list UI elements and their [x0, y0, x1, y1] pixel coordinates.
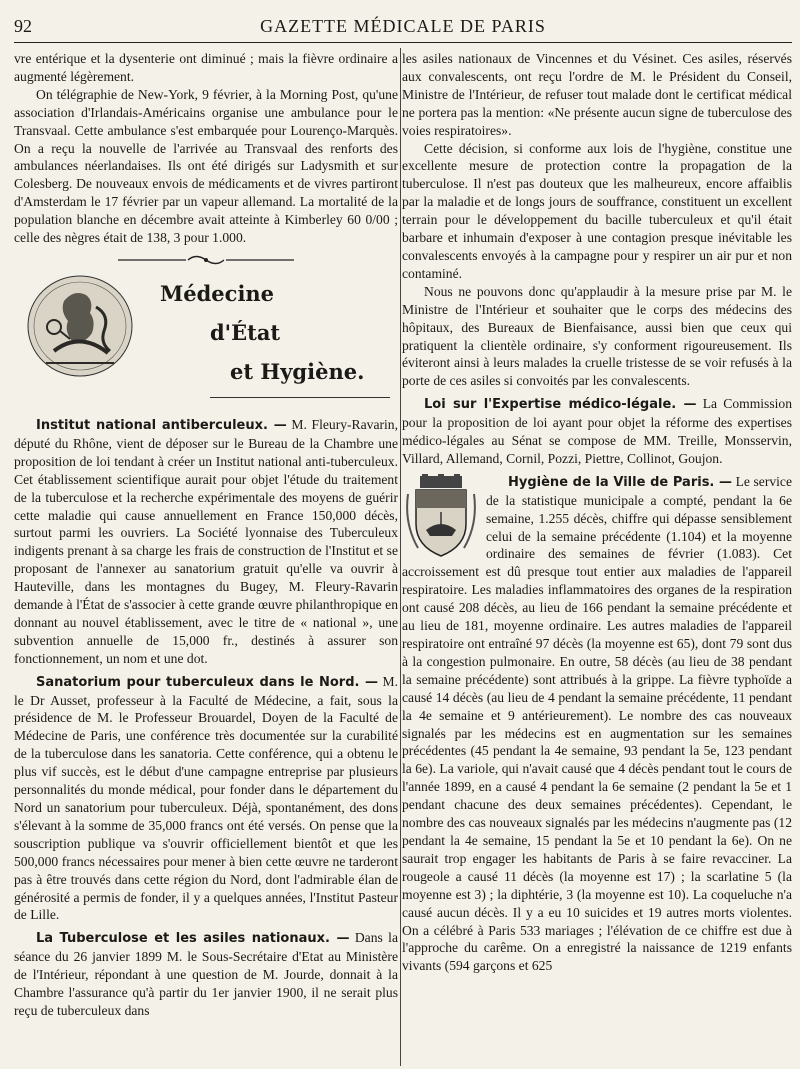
article-nord: [14, 673, 398, 925]
heading-hygiene: Hygiène de la Ville de Paris. —: [508, 474, 733, 490]
paris-coat-of-arms-icon: [404, 474, 478, 558]
article-institut: [14, 416, 398, 668]
ornament-divider: [14, 253, 398, 267]
heading-institut: Institut national antiberculeux. —: [36, 417, 287, 433]
hygiene-emblem-icon: [24, 271, 136, 381]
section-underline: [210, 397, 390, 398]
article-newyork: On télégraphie de New-York, 9 février, à la Morning Post, qu'une association d'Irlandais-Américains organise une ambulance pour le Transvaal. Cette ambulance s'est embarquée pour Lourenço-Marquès. On a reçu la nouvelle de l'arrivée au Transvaal des renforts des ambulances néerlandaises. Ils ont été dirigés sur Ladysmith et sur Colesberg. De nouveaux envois de médicaments et de vivres partiront d'Amsterdam le 17 février par un vapeur allemand. La mortalité de la population blanche en décembre avait atteinte à Kimberley 60 0/00 ; celle des nègres était de 138, 3 pour 1.000.: [14, 86, 398, 246]
section-heading: [14, 271, 398, 411]
section-title-line2: d'État: [210, 319, 281, 345]
body-institut: M. Fleury-Ravarin, député du Rhône, vient de déposer sur le Bureau de la Chambre une proposition de loi tendant à créer un Institut national anti-tuberculeux. Cet établissement scientifique aurait pour objet l'étude du traitement de la tuberculose et la recherche expérimentale des moyens de guérir cette maladie qui cause annuellement en France 150,000 décès, surtout parmi les ouvriers. La Société lyonnaise des Tuberculeux indigents prenant à sa charge les frais de construction de l'Institut et se proposant de l'annexer au sanatorium gratuit qu'elle va ouvrir à Hauteville, dans les montagnes du Bugey, M. Fleury-Ravarin demande à l'État de s'associer à cette grande œuvre philanthropique en donnant au nouvel établissement, avec le titre de « national », une subvention annuelle de 15,000 fr., destinés à assurer son fonctionnement, un nom et une dot.: [14, 416, 398, 666]
column-divider: [400, 48, 401, 1066]
heading-loi: Loi sur l'Expertise médico-légale. —: [424, 397, 697, 413]
page-number: 92: [14, 16, 32, 36]
body-hygiene: Le service de la statistique municipale a compté, pendant la 6e semaine, 1.255 décès, chiffre qui dépasse sensiblement celui de la semaine précédente (1.104) et la moyenne ordinaire des semaines de février (1.083). Cet accroissement est dû presque tout entier aux maladies de l'appareil respiratoire. Les maladies inflammatoires des organes de la respiration ont causé 208 décès, au lieu de 166 pendant la semaine précédente et au lieu de 181, moyenne ordinaire. Les autres maladies de l'appareil respiratoire ont entraîné 97 décès (la moyenne est 65), dont 79 sont dus à la congestion pulmonaire. En outre, 58 décès (au lieu de 38 pendant la semaine précédente) sont attribués à la grippe. La fièvre typhoïde a causé 14 décès (au lieu de 4 pendant la semaine précédente, 11 pendant la 4e semaine et 9 antérieurement). Le nombre des cas nouveaux signalés par les médecins est en augmentation sur les semaines précédentes (45 pendant la 4e semaine, 93 pendant la 5e, 123 pendant la 6e). La variole, qui n'avait causé que 4 décès pendant tout le cours de l'année 1899, en a causé 4 pendant la 6e semaine (2 pendant la 5e et 1 pendant chacune des deux semaines précédentes). Cependant, le nombre des cas nouveaux signalés par les médecins n'augmente pas (12 pendant la 4e semaine, 15 pendant la 5e et 10 pendant la 6e). On ne saurait trop engager les habitants de Paris à se faire revacciner. La rougeole a causé 11 décès (la moyenne est 17) ; la scarlatine 5 (la moyenne est 3) ; la diphtérie, 3 (la moyenne est 10). La coqueluche n'a causé aucun décès. Il y a eu 10 suicides et 19 autres morts violentes. On a célébré à Paris 533 mariages ; l'élévation de ce chiffre est due à l'approche du carême. On a enregistré la naissance de 1219 enfants vivants (594 garçons et 625: [402, 473, 792, 974]
article-asiles-continued: les asiles nationaux de Vincennes et du Vésinet. Ces asiles, réservés aux convalescents, ont reçu l'ordre de M. le Président du Conseil, Ministre de l'Intérieur, de refuser tout malade dont le certificat médical ne portera pas la mention: «Ne présente aucun signe de tuberculose des voies respiratoires».: [402, 51, 792, 138]
body-asiles: Dans la séance du 26 janvier 1899 M. le Sous-Secrétaire d'Etat au Ministère de l'Intérieur, répondant à une question de M. Jourde, donnait à la Chambre l'assurance qu'à partir du 1er janvier 1900, il ne serait plus reçu de tuberculeux dans: [14, 930, 398, 1018]
article-asiles: [14, 929, 398, 1020]
body-loi: La Commission pour la proposition de loi ayant pour objet la réforme des expertises médico-légales au Sénat se compose de MM. Treille, Monsservin, Villard, Allemand, Cornil, Pozzi, Piettre, Collinot, Goujon.: [402, 396, 792, 466]
article-continuation: vre entérique et la dysenterie ont diminué ; mais la fièvre ordinaire a augmenté légèrement.: [14, 51, 398, 84]
section-title-line3: et Hygiène.: [230, 358, 365, 384]
body-nord: M. le Dr Ausset, professeur à la Faculté de Médecine, a fait, sous la présidence de M. le Professeur Brouardel, Doyen de la Faculté de Médecine de Paris, une conférence très documentée sur la curabilité de la tuberculose dans les sanatoria. Cette conférence, qui a obtenu le plus vif succès, est le début d'une campagne entreprise par plusieurs personnalités du monde médical, pour fonder dans le département du Nord un sanatorium pour tuberculeux. Déjà, spontanément, des dons s'élevant à la somme de 35,000 francs ont été versés. On pense que la souscription publique va s'ouvrir officiellement bientôt et que les 500,000 francs nécessaires pour mener à bien cette œuvre ne tarderont pas à être trouvés dans cette région du Nord, dont l'admirable élan de générosité a permis de fonder, il y a quelques années, l'Institut Pasteur de Lille.: [14, 673, 398, 923]
article-decision: Cette décision, si conforme aux lois de l'hygiène, constitue une excellente mesure de protection contre la propagation de la tuberculose. Il n'est pas douteux que les malheureux, encore affaiblis par la maladie et de longs jours de souffrance, constituent un excellent terrain pour le développement du bacille tuberculeux et qu'il était barbare et inhumain d'exposer à une contagion presque inévitable les convalescents envoyés à la campagne pour y respirer un air pur et non contaminé.: [402, 140, 792, 281]
heading-asiles: La Tuberculose et les asiles nationaux. —: [36, 931, 350, 947]
article-loi: [402, 395, 792, 468]
article-applaudir: Nous ne pouvons donc qu'applaudir à la mesure prise par M. le Ministre de l'Intérieur et souhaiter que le corps des médecins des hôpitaux, des Bureaux de Bienfaisance, aussi bien que ceux qui pratiquent la clientèle ordinaire, s'y conforment rigoureusement. Ils éviteront ainsi à leurs malades la cruelle tristesse de se voir refusés à la porte de ces asiles si convoités par les convalescents.: [402, 283, 792, 389]
heading-nord: Sanatorium pour tuberculeux dans le Nord. —: [36, 674, 379, 690]
journal-title: GAZETTE MÉDICALE DE PARIS: [260, 16, 546, 36]
section-title-line1: Médecine: [160, 280, 275, 306]
right-column: [402, 50, 792, 1065]
left-column: [14, 50, 398, 1065]
page-header: [14, 14, 792, 43]
